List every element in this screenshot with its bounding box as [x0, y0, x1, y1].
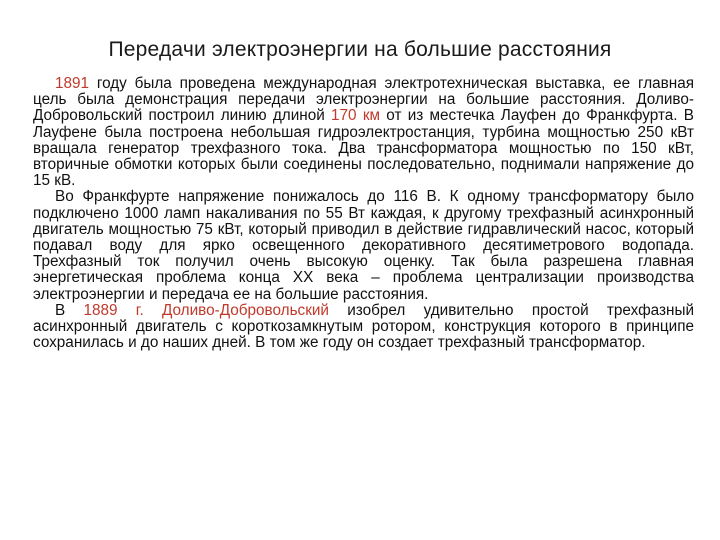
highlight-year-1889: 1889 г. Доливо-Добровольский: [83, 301, 329, 319]
paragraph-3-lead: В: [55, 301, 84, 319]
highlight-distance: 170 км: [331, 107, 381, 125]
paragraph-3-text: изобрел удивительно простой трехфазный асинхронный двигатель с короткозамкнутым ротором, конструкция которого в принципе сохранилась и до наших дней. В том же году он создает трехфазный трансформатор.: [33, 301, 694, 352]
paragraph-2: Во Франкфурте напряжение понижалось до 116 В. К одному трансформатору было подключено 1000 ламп накаливания по 55 Вт каждая, к другому трехфазный асинхронный двигатель мощностью 75 кВт, который приводил в действие гидравлический насос, который подавал воду для ярко освещенного декоративного десятиметрового водопада. Трехфазный ток получил очень высокую оценку. Так была разрешена главная энергетическая проблема конца XX века – проблема централизации производства электроэнергии и передача ее на большие расстояния.: [33, 188, 694, 303]
highlight-year-1891: 1891: [55, 75, 90, 92]
paragraph-1: [33, 76, 694, 189]
slide-title: Передачи электроэнергии на большие расстояния: [108, 38, 612, 61]
slide-body: [33, 76, 694, 351]
paragraph-1-text-b: от из местечка Лауфен до Франкфурта. В Лауфене была построена небольшая гидроэлектростанция, турбина мощностью 250 кВт вращала генератор трехфазного тока. Два трансформатора мощностью по 150 кВт, вторичные обмотки которых были соединены последовательно, поднимали напряжение до 15 кВ.: [33, 107, 695, 190]
paragraph-3: [33, 303, 694, 352]
paragraph-1-text-a: году была проведена международная электротехническая выставка, ее главная цель была демонстрация передачи электроэнергии на большие расстояния. Доливо-Добровольский построил линию длиной: [33, 75, 694, 125]
